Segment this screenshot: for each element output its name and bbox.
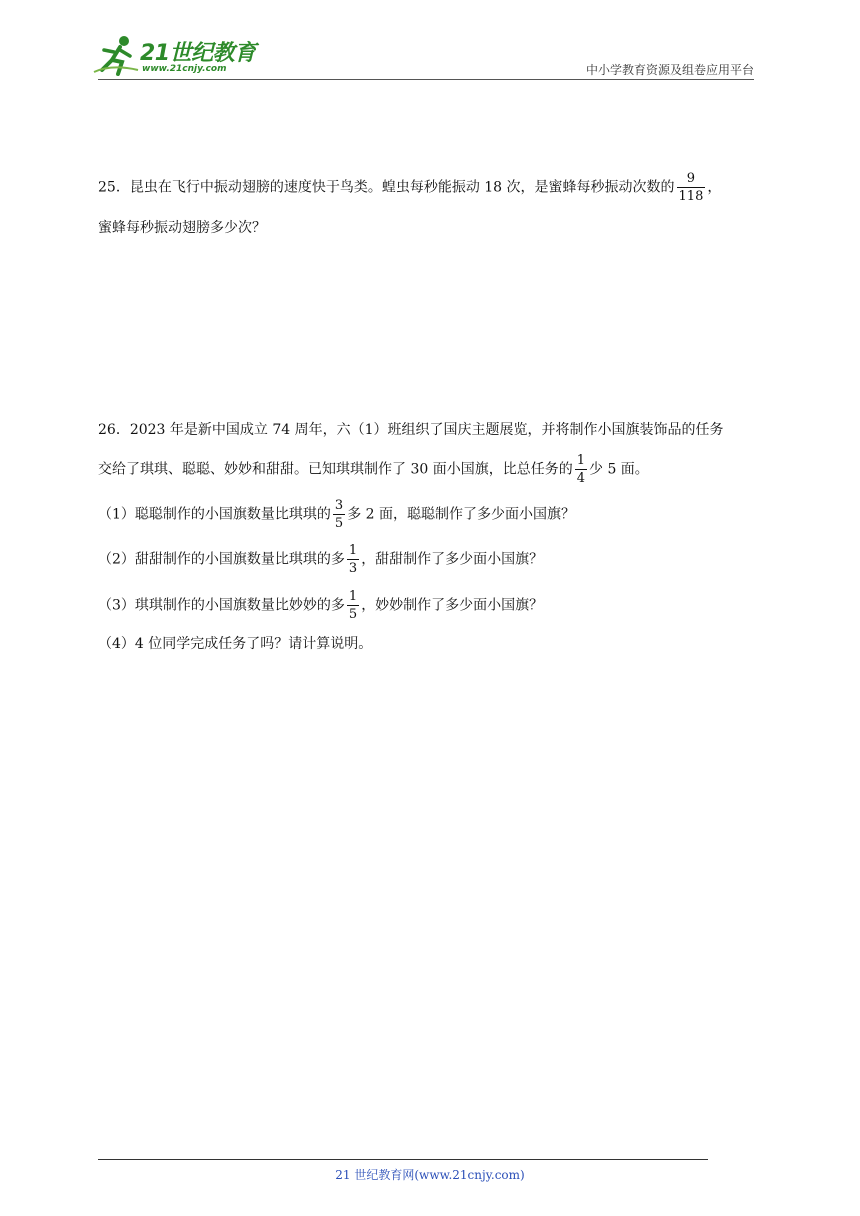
- question-25-line-1: [98, 172, 721, 203]
- sub-question-text: （3）琪琪制作的小国旗数量比妙妙的多: [98, 597, 345, 614]
- question-25-text: ，: [707, 179, 722, 196]
- fraction-numerator: 1: [348, 589, 358, 604]
- logo-text: 21世纪教育: [140, 41, 256, 66]
- sub-question-text: ，妙妙制作了多少面小国旗？: [361, 597, 544, 614]
- question-25-text: 25．昆虫在飞行中振动翅膀的速度快于鸟类。蝗虫每秒能振动 18 次，是蜜蜂每秒振动次数的: [98, 179, 675, 196]
- fraction: [575, 454, 587, 485]
- question-25-line-2: 蜜蜂每秒振动翅膀多少次？: [98, 220, 266, 236]
- fraction-numerator: 9: [686, 171, 696, 186]
- fraction-numerator: 1: [576, 453, 585, 468]
- fraction-denominator: 5: [348, 607, 358, 622]
- page-header: [0, 0, 860, 90]
- sub-question-text: ，甜甜制作了多少面小国旗？: [361, 551, 544, 568]
- fraction-denominator: 3: [348, 561, 358, 576]
- footer-link[interactable]: 21 世纪教育网(www.21cnjy.com): [335, 1168, 525, 1182]
- fraction-numerator: 3: [334, 498, 344, 513]
- sub-question-text: （2）甜甜制作的小国旗数量比琪琪的多: [98, 551, 345, 568]
- footer-divider: [98, 1159, 708, 1160]
- sub-question-text: （1）聪聪制作的小国旗数量比琪琪的: [98, 506, 331, 523]
- header-divider: [98, 79, 754, 80]
- header-title: 中小学教育资源及组卷应用平台: [585, 63, 754, 77]
- question-26-text: 交给了琪琪、聪聪、妙妙和甜甜。已知琪琪制作了 30 面小国旗，比总任务的: [98, 461, 573, 478]
- question-26-text: 少 5 面。: [589, 461, 649, 478]
- fraction-denominator: 5: [334, 516, 344, 531]
- fraction: [677, 172, 706, 203]
- fraction: [347, 590, 359, 621]
- question-26-sub-4: （4）4 位同学完成任务了吗？请计算说明。: [98, 636, 373, 652]
- sub-question-text: 多 2 面，聪聪制作了多少面小国旗？: [347, 506, 575, 523]
- question-26-line-1: 26．2023 年是新中国成立 74 周年，六（1）班组织了国庆主题展览，并将制作小国旗装饰品的任务: [98, 422, 724, 438]
- site-logo[interactable]: [92, 34, 262, 80]
- fraction: [347, 544, 359, 575]
- logo-url: www.21cnjy.com: [142, 64, 227, 74]
- fraction-numerator: 1: [348, 543, 358, 558]
- runner-logo-icon: [92, 34, 140, 76]
- fraction: [333, 499, 345, 530]
- fraction-denominator: 118: [678, 189, 704, 204]
- fraction-denominator: 4: [576, 471, 585, 486]
- question-26-line-2: [98, 454, 649, 485]
- question-26-sub-3: [98, 590, 543, 621]
- question-26-sub-1: [98, 499, 575, 530]
- question-26-sub-2: [98, 544, 543, 575]
